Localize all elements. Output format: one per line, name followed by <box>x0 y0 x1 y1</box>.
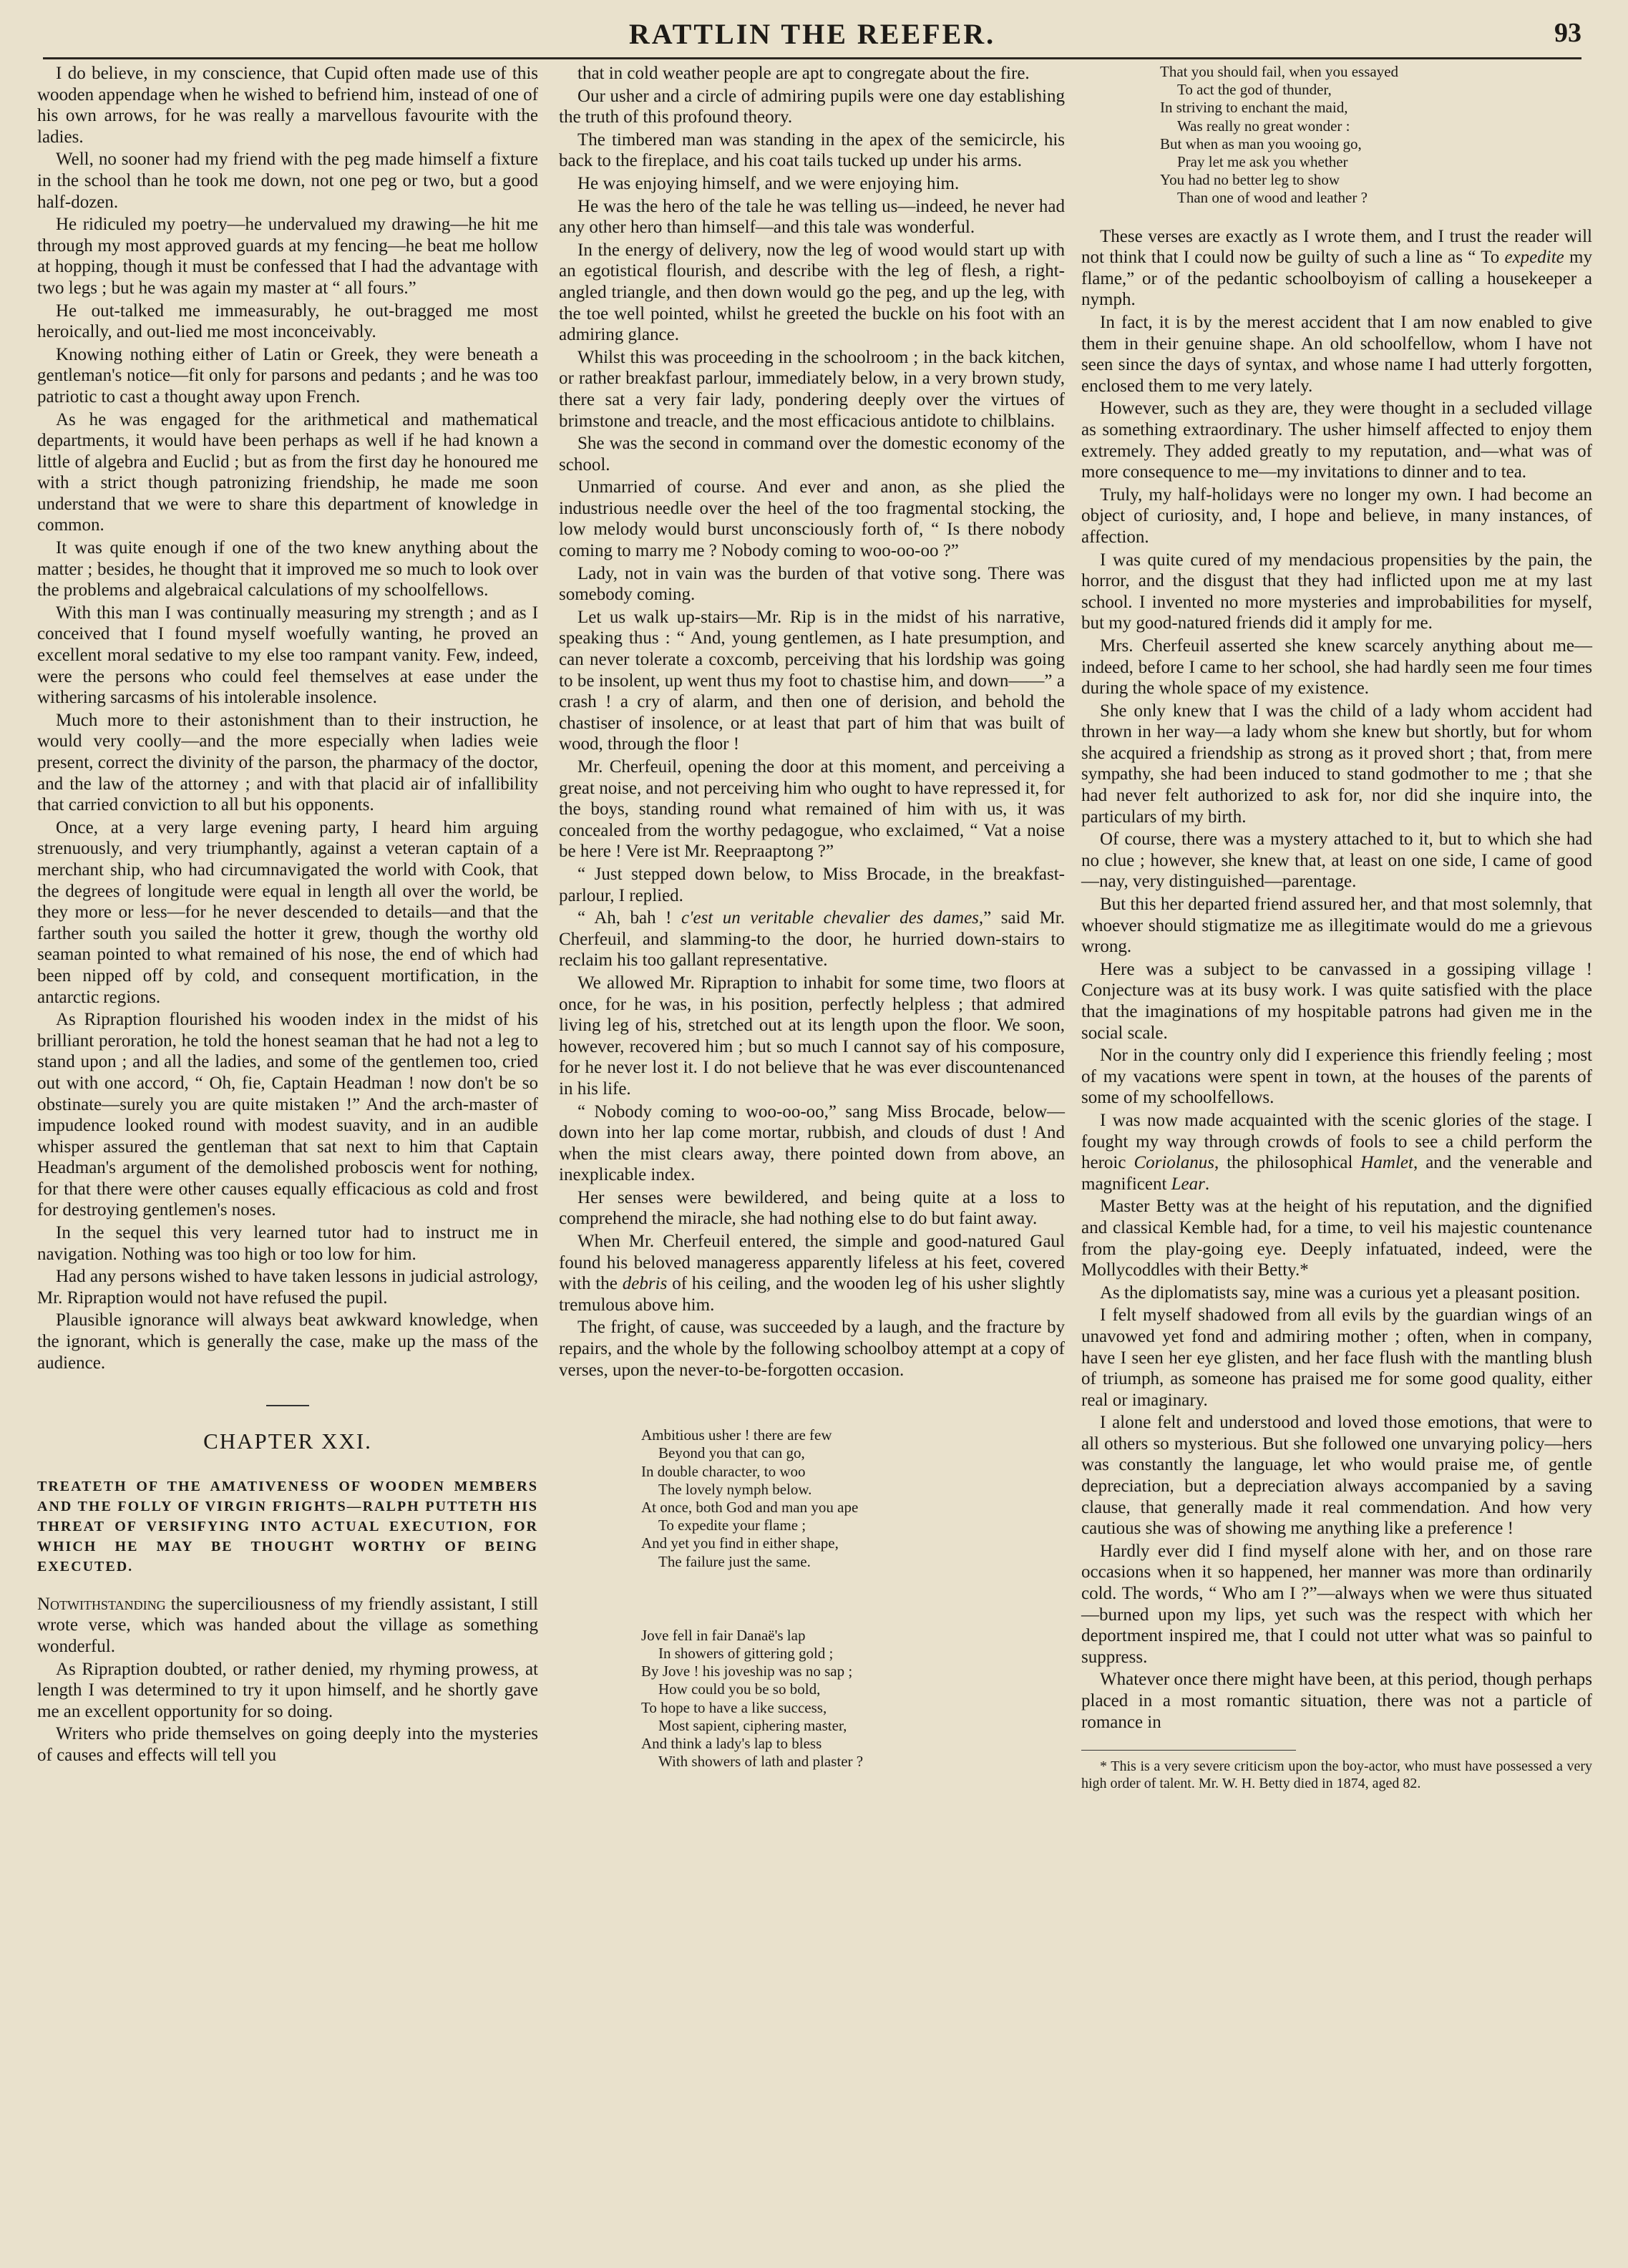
paragraph-ah-bah <box>559 907 1065 971</box>
verse-line: How could you be so bold, <box>658 1680 821 1698</box>
column-2-paragraphs-b <box>559 973 1065 1230</box>
col2-paragraph: Lady, not in vain was the burden of that votive song. There was somebody coming. <box>559 563 1065 605</box>
col1-paragraph: Well, no sooner had my friend with the peg made himself a fixture in the school than he took me down, not one peg or two, but a good half-dozen. <box>37 150 538 212</box>
verse-line: Beyond you that can go, <box>658 1444 805 1462</box>
verse-line: Jove fell in fair Danaë's lap <box>641 1626 806 1644</box>
chapter-paragraphs <box>37 1659 538 1766</box>
col1-paragraph: I do believe, in my conscience, that Cupid often made use of this wooden appendage when he wished to befriend him, instead of one of his own arrows, for he was really a marvellous favourite with the ladies. <box>37 64 538 147</box>
col3-paragraph: However, such as they are, they were thought in a secluded village as something extraordinary. The usher himself affected to enjoy them extremely. They added greatly to my reputation, and—what was of more consequence to me—my invitations to dinner and to tea. <box>1081 399 1592 482</box>
column-3 <box>1081 63 1592 1792</box>
col2-paragraph: Unmarried of course. And ever and anon, as she plied the industrious needle over the heel of the too fragmental stocking, the low melody would burst unconsciously forth of, “ Is there nobody coming to marry me ? Nobody coming to woo-oo-oo ?” <box>559 477 1065 561</box>
col1-paragraph: Once, at a very large evening party, I heard him arguing strenuously, and very triumphantly, against a veteran captain of a merchant ship, who had circumnavigated the world with Cook, that the degrees of longitude were equal in length all over the world, be they more or less—for he never descended to details—and that the farther south you sailed the hotter it grew, though the worthy old seaman pointed to what remained of his nose, the end of which had been nipped off by cold, and consequent mortification, in the antarctic regions. <box>37 817 538 1007</box>
col1-paragraph: As he was engaged for the arithmetical and mathematical departments, it would have been perhaps as well if he had known a little of algebra and Euclid ; but as from the first day he honoured me with a strict though patronizing friendship, he made me soon understand that we were to share this department of knowledge in common. <box>37 409 538 535</box>
verse-line: The lovely nymph below. <box>658 1480 812 1498</box>
col1-paragraph: With this man I was continually measuring my strength ; and as I conceived that I found myself woefully wanting, he proved an excellent moral sedative to my else too rampant vanity. Few, indeed, were the persons who could feel themselves at ease under the withering sarcasms of his intolerable insolence. <box>37 603 538 708</box>
verse-line: Ambitious usher ! there are few <box>641 1426 832 1444</box>
col1-paragraph: Had any persons wished to have taken lessons in judicial astrology, Mr. Ripraption would not have refused the pupil. <box>37 1267 538 1308</box>
col2-paragraph: The timbered man was standing in the apex of the semicircle, his back to the fireplace, and his coat tails tucked up under his arms. <box>559 130 1065 171</box>
running-title: RATTLIN THE REEFER. <box>628 18 996 50</box>
chapter-first-word: Notwithstanding <box>37 1594 166 1614</box>
col3-paragraph: Here was a subject to be canvassed in a gossiping village ! Conjecture was at its busy work. I was quite satisfied with the place that the imaginations of my hospitable patrons had given me in the social scale. <box>1081 959 1592 1043</box>
verse-line: The failure just the same. <box>658 1552 811 1570</box>
col1-paragraph: Knowing nothing either of Latin or Greek, they were beneath a gentleman's notice—fit only for parsons and pedants ; and he was too patriotic to cast a thought away upon French. <box>37 344 538 407</box>
footnote-rule <box>1081 1750 1296 1751</box>
col1-paragraph: He out-talked me immeasurably, he out-bragged me most heroically, and out-lied me most inconceivably. <box>37 301 538 342</box>
chapter-heading: CHAPTER XXI. <box>203 1429 372 1454</box>
col2-paragraph: The fright, of cause, was succeeded by a laugh, and the fracture by repairs, and the whole by the following schoolboy attempt at a copy of verses, upon the never-to-be-forgotten occasion. <box>559 1318 1065 1380</box>
verse-line: Most sapient, ciphering master, <box>658 1716 847 1734</box>
column-2 <box>559 63 1065 1771</box>
verse-line: But when as man you wooing go, <box>1160 135 1362 152</box>
footnote <box>1081 1758 1592 1792</box>
stage-lear: Lear <box>1171 1174 1205 1194</box>
col2-paragraph: “ Nobody coming to woo-oo-oo,” sang Miss Brocade, below—down into her lap come mortar, rubbish, and clouds of dust ! And when the mist clears away, there pointed down from above, an inexplicable index. <box>559 1101 1065 1185</box>
verse-line: To hope to have a like success, <box>641 1698 827 1716</box>
col1-paragraph: As Ripraption flourished his wooden index in the midst of his brilliant peroration, he told the honest seaman that he had not a leg to stand upon ; and all the ladies, and some of the gentlemen too, cried out with one accord, “ Oh, fie, Captain Headman ! now don't be so obstinate—surely you are quite mistaken !” And the arch-master of impudence looked round with modest suavity, and in an audible whisper assured the gentleman that sat next to him that Captain Headman's argument of the demolished proboscis went for nothing, for that there were other causes equally efficacious as cold and frost for destroying gentlemen's noses. <box>37 1010 538 1220</box>
paragraph-expedite <box>1081 226 1592 311</box>
verse-line: And yet you find in either shape, <box>641 1534 839 1552</box>
chapter-paragraph: As Ripraption doubted, or rather denied, my rhyming prowess, at length I was determined to try it upon himself, and he shortly gave me an excellent opportunity for so doing. <box>37 1659 538 1721</box>
col3-paragraph: I felt myself shadowed from all evils by the guardian wings of an unavowed yet fond and admiring mother ; often, when in company, have I seen her eye glisten, and her face flush with the mantling blush of triumph, as someone has praised me for some good quality, either real or imaginary. <box>1081 1305 1592 1410</box>
col1-paragraph: In the sequel this very learned tutor had to instruct me in navigation. Nothing was too high or too low for him. <box>37 1223 538 1264</box>
verse-line: That you should fail, when you essayed <box>1160 63 1399 80</box>
col3-paragraph: Truly, my half-holidays were no longer my own. I had become an object of curiosity, and, I hope and believe, in many instances, of affection. <box>1081 485 1592 547</box>
gaul-start: When Mr. Cherfeuil entered, the simple and good-natured Gaul found his beloved manageress apparently lifeless at his feet, covered with the <box>559 1232 1065 1294</box>
col2-paragraph: that in cold weather people are apt to congregate about the fire. <box>577 64 1030 83</box>
col2-paragraph: Let us walk up-stairs—Mr. Rip is in the midst of his narrative, speaking thus : “ And, young gentlemen, as I hate presumption, and can never tolerate a coxcomb, perceiving that his lordship was going to be insolent, up went thus my foot to chastise him, and down——” a crash ! a cry of alarm, and then one of derision, and behold the chastiser of insolence, or at least that part of him that was built of wood, through the floor ! <box>559 607 1065 754</box>
paragraph-stage <box>1081 1110 1592 1194</box>
page-header <box>43 16 1581 59</box>
chapter-synopsis: TREATETH OF THE AMATIVENESS OF WOODEN MEMBERS AND THE FOLLY OF VIRGIN FRIGHTS—RALPH PUTTETH HIS THREAT OF VERSIFYING INTO ACTUAL EXECUTION, FOR WHICH HE MAY BE THOUGHT WORTHY OF BEING EXECUTED. <box>37 1478 538 1575</box>
verse-line: Was really no great wonder : <box>1177 117 1350 135</box>
verse-line: Than one of wood and leather ? <box>1177 189 1368 207</box>
col2-paragraph: Our usher and a circle of admiring pupils were one day establishing the truth of this profound theory. <box>559 86 1065 127</box>
paragraph-gaul <box>559 1231 1065 1315</box>
verse-line: And think a lady's lap to bless <box>641 1735 822 1753</box>
col3-paragraph: Hardly ever did I find myself alone with her, and on those rare occasions when it so happened, her manner was more than ordinarily cold. The words, “ Who am I ?”—always when we were thus situated—burned upon my lips, yet such was the respect with which her deportment inspired me, that I could not utter what was so painful to suppress. <box>1081 1541 1592 1667</box>
verse-line: To act the god of thunder, <box>1177 81 1332 99</box>
col2-paragraph: He was enjoying himself, and we were enjoying him. <box>577 173 960 193</box>
col2-paragraph: She was the second in command over the domestic economy of the school. <box>559 434 1065 474</box>
expedite-rest: my flame,” or of the pedantic schoolboyism of calling a housekeeper a nymph. <box>1081 248 1592 310</box>
verse-line: In striving to enchant the maid, <box>1160 99 1348 117</box>
col2-paragraph: “ Just stepped down below, to Miss Brocade, in the breakfast-parlour, I replied. <box>559 864 1065 905</box>
chapter-first-rest: the superciliousness of my friendly assistant, I still wrote verse, which was handed about the village as something wonderful. <box>37 1594 538 1656</box>
col3-paragraph: Mrs. Cherfeuil asserted she knew scarcely anything about me—indeed, before I came to her school, she had hardly seen me four times during the whole space of my existence. <box>1081 636 1592 699</box>
stage-start: I was now made acquainted with the scenic glories of the stage. I fought my way through crowds of fools to see a child perform the heroic <box>1081 1110 1592 1173</box>
footnote-text: * This is a very severe criticism upon the boy-actor, who must have possessed a very high order of talent. Mr. W. H. Betty died in 1874, aged 82. <box>1081 1758 1592 1792</box>
stage-mid-1: , the philosophical <box>1214 1153 1361 1173</box>
ah-bah-french: c'est un veritable chevalier des dames, <box>681 908 984 928</box>
gaul-rest: of his ceiling, and the wooden leg of his usher slightly tremulous above him. <box>559 1274 1065 1315</box>
col3-paragraph: I alone felt and understood and loved those emotions, that were to all others so mysterious. But she followed one unvarying policy—hers was constantly the language, let who would praise me, of gentle depreciation, but a depreciation always accompanied by a saving clause, that generally made it real commendation. And how very cautious she was of showing me anything like a preference ! <box>1081 1413 1592 1539</box>
col3-paragraph: Nor in the country only did I experience this friendly feeling ; most of my vacations were spent in town, at the houses of the parents of some of my schoolfellows. <box>1081 1046 1592 1108</box>
col1-paragraph: Plausible ignorance will always beat awkward knowledge, when the ignorant, which is generally the case, make up the mass of the audience. <box>37 1310 538 1373</box>
gaul-italic: debris <box>622 1274 668 1294</box>
ah-bah-rest: ” said Mr. Cherfeuil, and slamming-to the door, he hurried down-stairs to reclaim his too gallant representative. <box>559 908 1066 970</box>
verse-line: To expedite your flame ; <box>658 1517 806 1534</box>
chapter-opening-paragraph <box>37 1594 538 1658</box>
verse-line: In double character, to woo <box>641 1462 806 1480</box>
expedite-italic: expedite <box>1504 248 1564 268</box>
section-divider <box>266 1405 309 1406</box>
stage-mid-2: , and the venerable and magnificent <box>1081 1153 1592 1194</box>
chapter-paragraph: Writers who pride themselves on going deeply into the mysteries of causes and effects will tell you <box>37 1724 538 1765</box>
column-1-paragraphs <box>37 63 538 1373</box>
col3-paragraph: I was quite cured of my mendacious propensities by the pain, the horror, and the disgust that they had inflicted upon me at my last school. I invented no more mysteries and improbabilities for myself, but my good-natured friends did it amply for me. <box>1081 550 1592 633</box>
verse-line: At once, both God and man you ape <box>641 1499 859 1517</box>
col3-paragraph: Master Betty was at the height of his reputation, and the dignified and classical Kemble had, for a time, to veil his majestic countenance from the play-going eye. Deeply infatuated, indeed, were the Mollycoddles with their Betty.* <box>1081 1197 1592 1280</box>
col2-paragraph: Her senses were bewildered, and being quite at a loss to comprehend the miracle, she had nothing else to do but faint away. <box>559 1187 1065 1229</box>
col2-paragraph: Mr. Cherfeuil, opening the door at this moment, and perceiving a great noise, and not perceiving him who ought to have repressed it, for the boys, standing round what remained of him with us, it was concealed from the worthy pedagogue, who exclaimed, “ Vat a noise be here ! Vere ist Mr. Reepraaptong ?” <box>559 757 1065 862</box>
column-2-paragraphs-c <box>559 1317 1065 1381</box>
column-2-paragraphs <box>559 63 1065 906</box>
verse-line: By Jove ! his joveship was no sap ; <box>641 1663 853 1680</box>
verse-stanza-2 <box>641 1627 1065 1771</box>
col2-paragraph: We allowed Mr. Ripraption to inhabit for some time, two floors at once, for he was, in his position, perfectly helpless ; that admired living leg of his, stretched out at its length upon the floor. We soon, however, recovered him ; but so much I cannot say of his composure, for he never lost it. I do not believe that he was ever discountenanced in his life. <box>559 973 1065 1099</box>
col3-paragraph: In fact, it is by the merest accident that I am now enabled to give them in their genuine shape. An old schoolfellow, whom I have not seen since the days of syntax, and whose name I had utterly forgotten, enclosed them to me very lately. <box>1081 313 1592 396</box>
col3-paragraph: Whatever once there might have been, at this period, though perhaps placed in a most romantic situation, there was not a particle of romance in <box>1081 1670 1592 1732</box>
col1-paragraph: Much more to their astonishment than to their instruction, he would very coolly—and the more especially when ladies weie present, correct the divinity of the parson, the pharmacy of the doctor, and the law of the attorney ; and with that placid air of infallibility that carried conviction to all but his opponents. <box>37 710 538 815</box>
col1-paragraph: It was quite enough if one of the two knew anything about the matter ; besides, he thought that it improved me so much to look over the problems and algebraical calculations of my schoolfellows. <box>37 538 538 600</box>
ah-bah-open: “ Ah, bah ! <box>577 908 682 928</box>
expedite-start: These verses are exactly as I wrote them, and I trust the reader will not think that I could now be guilty of such a line as “ To <box>1081 226 1592 268</box>
col3-paragraph: As the diplomatists say, mine was a curious yet a pleasant position. <box>1100 1283 1581 1303</box>
col3-paragraph: But this her departed friend assured her, and that most solemnly, that whoever should stigmatize me as illegitimate would do me a grievous wrong. <box>1081 895 1592 957</box>
stage-coriolanus: Coriolanus <box>1134 1153 1214 1173</box>
col3-paragraph: She only knew that I was the child of a lady whom accident had thrown in her way—a lady whom she knew but shortly, but for whom she acquired a friendship as strong as it proved short ; that, from mere sympathy, she had been induced to stand godmother to me ; that she had never felt authorized to ask for, nor did she inquire into, the particulars of my birth. <box>1081 701 1592 827</box>
col2-paragraph: In the energy of delivery, now the leg of wood would start up with an egotistical flourish, and describe with the leg of flesh, a right-angled triangle, and then down would go the peg, and up the leg, with the toe well pointed, whilst he greeted the buckle on his foot with an admiring glance. <box>559 240 1065 345</box>
verse-line: With showers of lath and plaster ? <box>658 1753 864 1771</box>
verse-line: In showers of gittering gold ; <box>658 1645 834 1663</box>
verse-line: Pray let me ask you whether <box>1177 153 1348 171</box>
verse-line: You had no better leg to show <box>1160 171 1340 189</box>
col2-paragraph: Whilst this was proceeding in the schoolroom ; in the back kitchen, or rather breakfast parlour, immediately below, in a very brown study, there sat a very fair lady, pondering deeply over the virtues of brimstone and treacle, and the most efficacious antidote to chilblains. <box>559 347 1065 431</box>
verse-stanza-3 <box>1160 63 1592 208</box>
verse-stanza-1 <box>641 1426 1065 1571</box>
stage-hamlet: Hamlet <box>1360 1153 1413 1173</box>
column-3-paragraphs-b <box>1081 1196 1592 1733</box>
column-1 <box>37 63 538 1768</box>
page-number: 93 <box>1554 18 1581 48</box>
col2-paragraph: He was the hero of the tale he was telling us—indeed, he never had any other hero than himself—and this tale was wonderful. <box>559 196 1065 238</box>
col3-paragraph: Of course, there was a mystery attached to it, but to which she had no clue ; however, she knew that, at least on one side, I came of good—nay, very distinguished—parentage. <box>1081 829 1592 892</box>
col1-paragraph: He ridiculed my poetry—he undervalued my drawing—he hit me through my most approved guards at my fencing—he beat me hollow at hopping, though it must be confessed that I had the advantage with two legs ; but he was again my master at “ all fours.” <box>37 215 538 298</box>
column-3-paragraphs <box>1081 312 1592 1109</box>
stage-end: . <box>1204 1174 1210 1194</box>
